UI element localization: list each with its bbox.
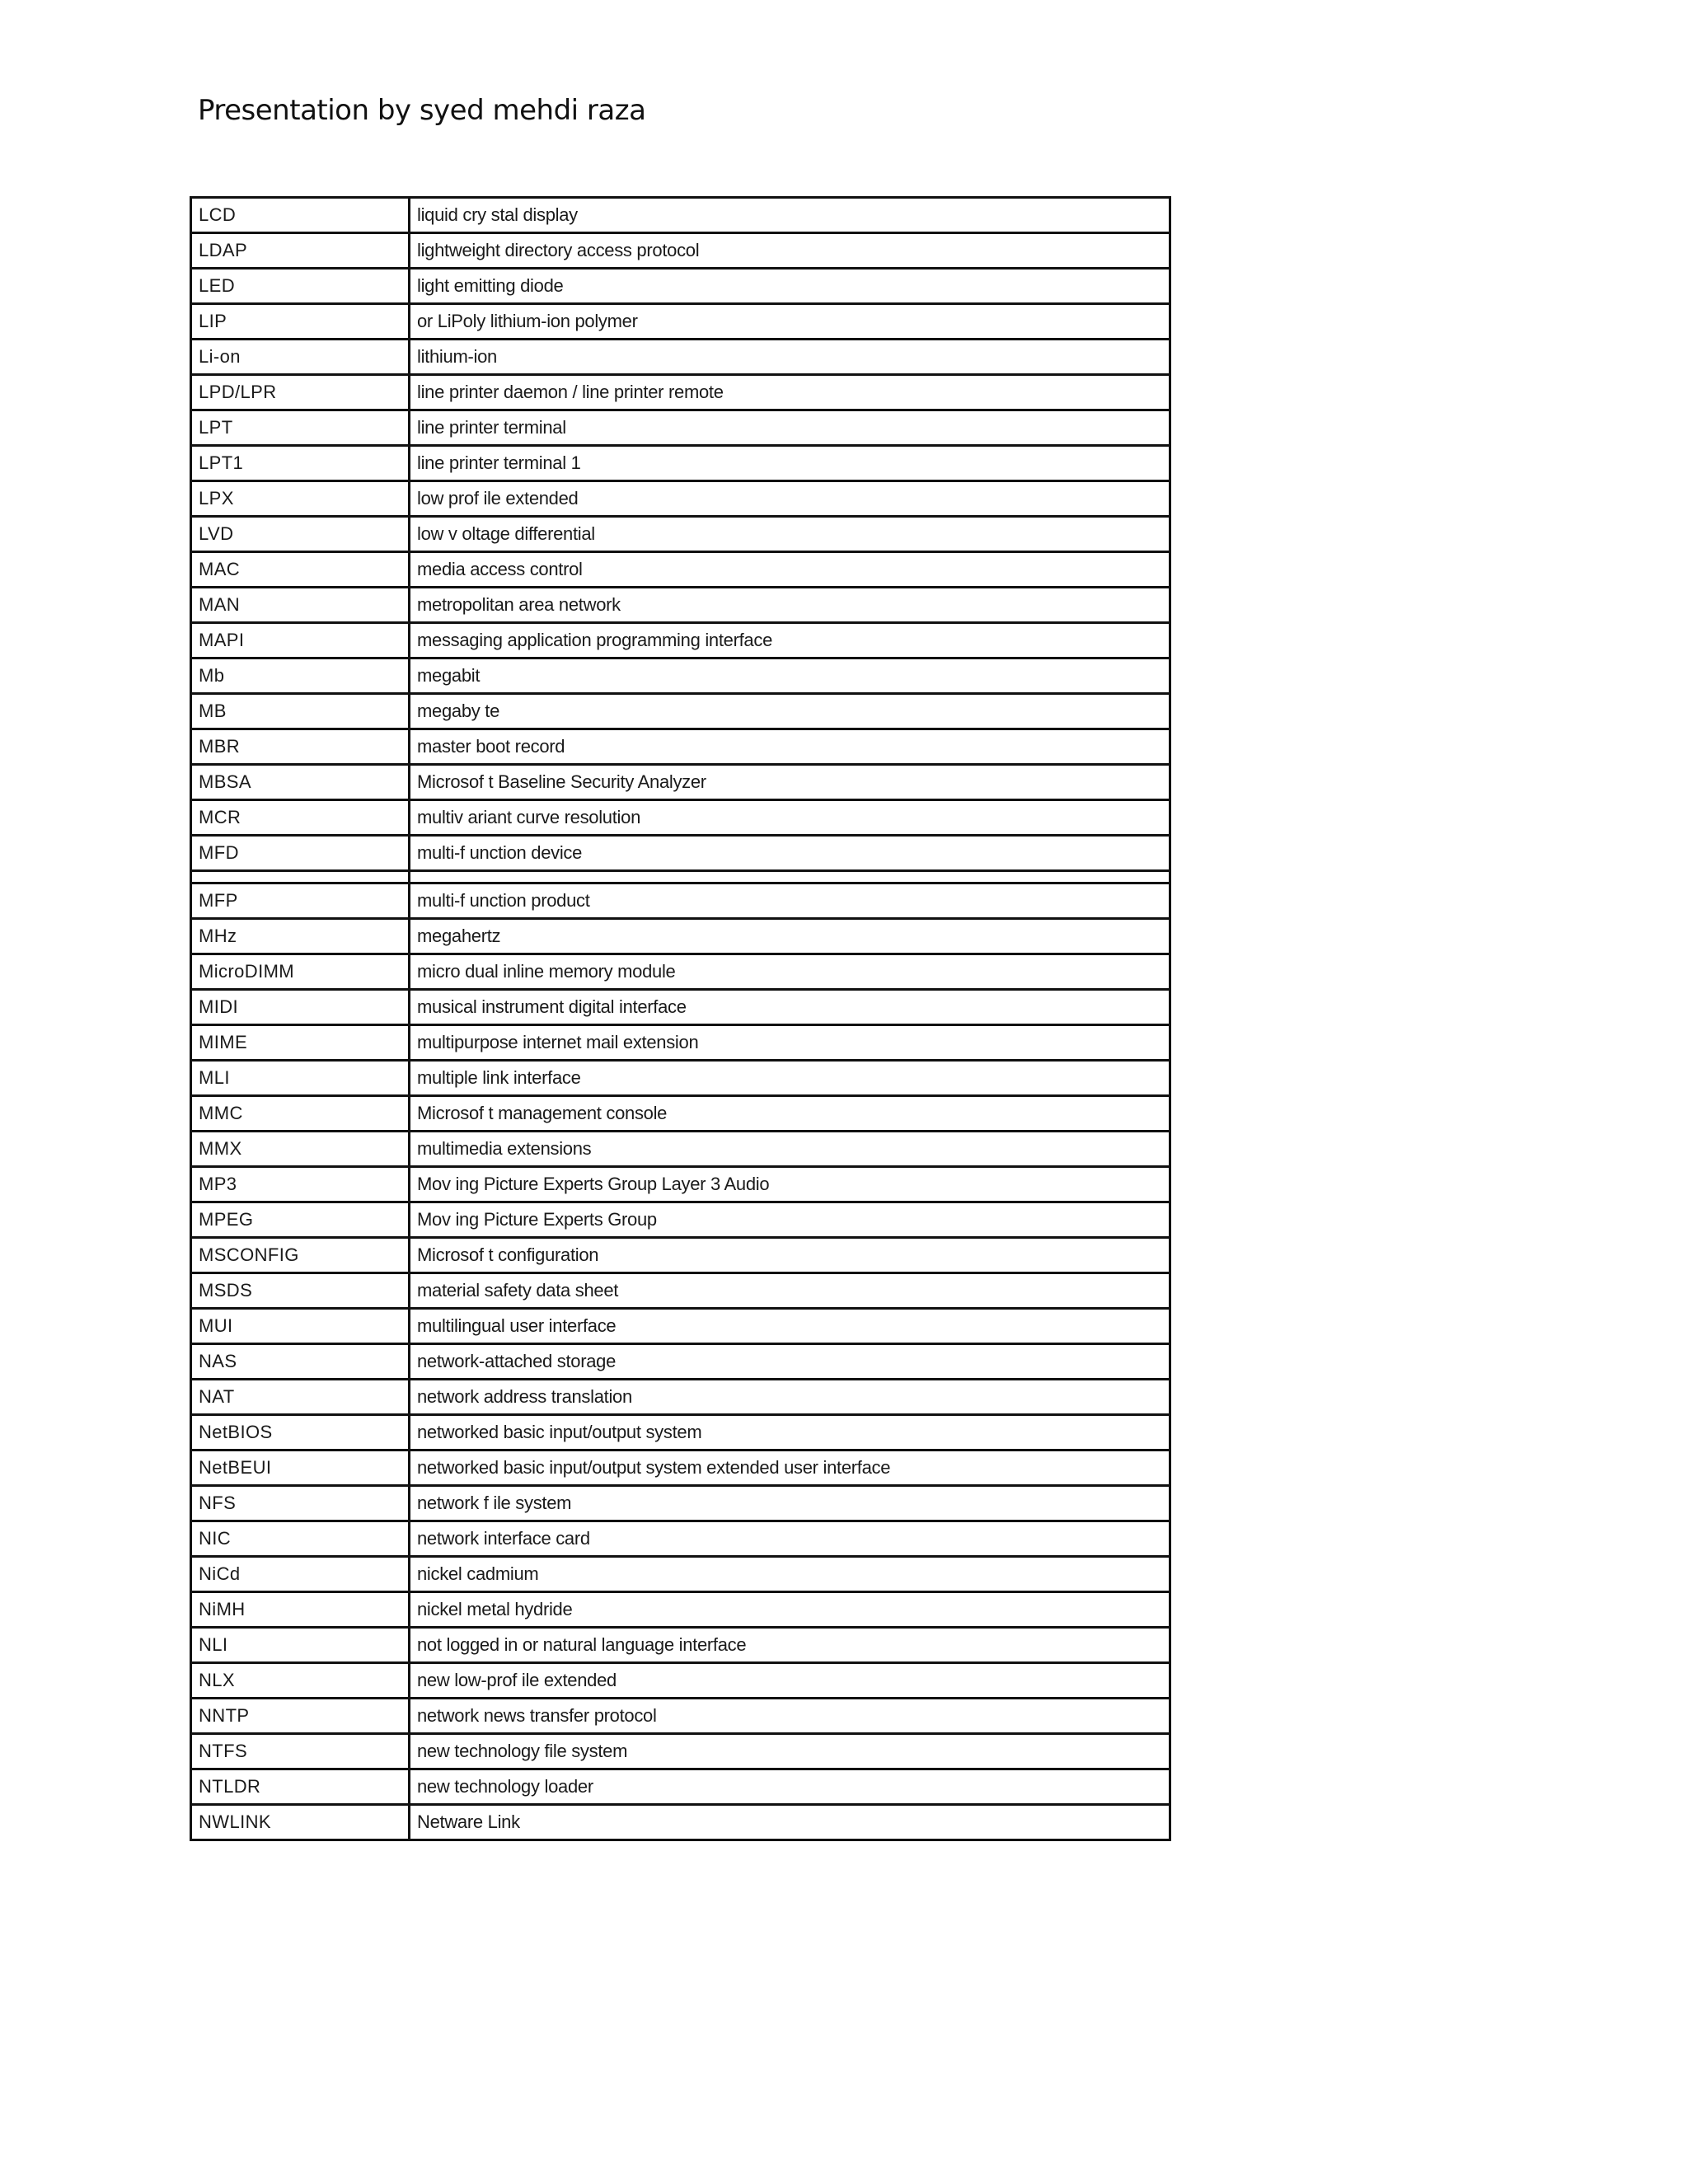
meaning-cell: master boot record — [410, 729, 1170, 765]
meaning-cell: network address translation — [410, 1380, 1170, 1415]
table-row — [191, 1344, 1170, 1380]
abbreviation-cell: NWLINK — [191, 1805, 410, 1840]
abbreviation-cell: MicroDIMM — [191, 954, 410, 990]
meaning-cell: network news transfer protocol — [410, 1699, 1170, 1734]
abbreviation-cell: MAPI — [191, 623, 410, 658]
meaning-cell: multiple link interface — [410, 1061, 1170, 1096]
table-row — [191, 588, 1170, 623]
abbreviation-cell: MMC — [191, 1096, 410, 1132]
meaning-cell: Netware Link — [410, 1805, 1170, 1840]
abbreviation-cell: MFD — [191, 836, 410, 871]
table-row — [191, 1521, 1170, 1557]
table-row — [191, 1167, 1170, 1202]
abbreviation-cell: MBSA — [191, 765, 410, 800]
abbreviation-cell: LED — [191, 269, 410, 304]
meaning-cell: megaby te — [410, 694, 1170, 729]
meaning-cell: network-attached storage — [410, 1344, 1170, 1380]
abbreviation-cell: MIME — [191, 1025, 410, 1061]
table-row — [191, 1061, 1170, 1096]
table-row — [191, 1805, 1170, 1840]
meaning-cell: light emitting diode — [410, 269, 1170, 304]
meaning-cell: line printer terminal 1 — [410, 446, 1170, 481]
abbreviation-cell: MSCONFIG — [191, 1238, 410, 1273]
meaning-cell: nickel metal hydride — [410, 1592, 1170, 1628]
meaning-cell: megabit — [410, 658, 1170, 694]
abbreviation-cell: NAS — [191, 1344, 410, 1380]
meaning-cell: nickel cadmium — [410, 1557, 1170, 1592]
meaning-cell: new technology file system — [410, 1734, 1170, 1769]
abbreviation-cell: MHz — [191, 919, 410, 954]
abbreviation-cell: MFP — [191, 883, 410, 919]
meaning-cell: network interface card — [410, 1521, 1170, 1557]
abbreviation-cell: LPT — [191, 410, 410, 446]
meaning-cell: messaging application programming interface — [410, 623, 1170, 658]
table-row — [191, 375, 1170, 410]
table-row — [191, 1592, 1170, 1628]
abbreviation-cell: MIDI — [191, 990, 410, 1025]
abbreviation-cell: MSDS — [191, 1273, 410, 1309]
table-row — [191, 198, 1170, 233]
abbreviation-cell: MPEG — [191, 1202, 410, 1238]
table-row — [191, 765, 1170, 800]
table-row — [191, 1734, 1170, 1769]
table-row — [191, 883, 1170, 919]
meaning-cell: Mov ing Picture Experts Group — [410, 1202, 1170, 1238]
table-row — [191, 800, 1170, 836]
table-row — [191, 269, 1170, 304]
abbreviation-cell: NetBEUI — [191, 1451, 410, 1486]
table-row — [191, 233, 1170, 269]
meaning-cell: Microsof t configuration — [410, 1238, 1170, 1273]
table-row — [191, 410, 1170, 446]
table-row — [191, 1309, 1170, 1344]
table-spacer-row — [191, 871, 1170, 883]
abbreviation-cell: MUI — [191, 1309, 410, 1344]
table-row — [191, 658, 1170, 694]
table-row — [191, 1132, 1170, 1167]
meaning-cell: new low-prof ile extended — [410, 1663, 1170, 1699]
abbreviation-cell: NIC — [191, 1521, 410, 1557]
abbreviation-cell: NetBIOS — [191, 1415, 410, 1451]
abbreviation-cell: NLX — [191, 1663, 410, 1699]
table-row — [191, 1769, 1170, 1805]
acronym-table — [190, 196, 1171, 1841]
table-row — [191, 1415, 1170, 1451]
table-row — [191, 836, 1170, 871]
meaning-cell: Mov ing Picture Experts Group Layer 3 Audio — [410, 1167, 1170, 1202]
abbreviation-cell: LDAP — [191, 233, 410, 269]
abbreviation-cell: NLI — [191, 1628, 410, 1663]
meaning-cell: multi-f unction product — [410, 883, 1170, 919]
abbreviation-cell: NAT — [191, 1380, 410, 1415]
meaning-cell: musical instrument digital interface — [410, 990, 1170, 1025]
abbreviation-cell: NNTP — [191, 1699, 410, 1734]
table-row — [191, 1380, 1170, 1415]
meaning-cell: not logged in or natural language interface — [410, 1628, 1170, 1663]
table-row — [191, 340, 1170, 375]
meaning-cell: media access control — [410, 552, 1170, 588]
meaning-cell: multilingual user interface — [410, 1309, 1170, 1344]
table-row — [191, 1273, 1170, 1309]
table-row — [191, 1663, 1170, 1699]
table-row — [191, 1451, 1170, 1486]
abbreviation-cell: LVD — [191, 517, 410, 552]
table-row — [191, 729, 1170, 765]
meaning-cell: multipurpose internet mail extension — [410, 1025, 1170, 1061]
table-row — [191, 954, 1170, 990]
meaning-cell: material safety data sheet — [410, 1273, 1170, 1309]
table-row — [191, 1238, 1170, 1273]
abbreviation-cell: NFS — [191, 1486, 410, 1521]
meaning-cell: Microsof t management console — [410, 1096, 1170, 1132]
meaning-cell: Microsof t Baseline Security Analyzer — [410, 765, 1170, 800]
meaning-cell: network f ile system — [410, 1486, 1170, 1521]
meaning-cell: networked basic input/output system — [410, 1415, 1170, 1451]
abbreviation-cell: Li-on — [191, 340, 410, 375]
abbreviation-cell: LCD — [191, 198, 410, 233]
meaning-cell: liquid cry stal display — [410, 198, 1170, 233]
acronym-table-container — [190, 196, 1169, 1841]
table-row — [191, 1096, 1170, 1132]
table-row — [191, 481, 1170, 517]
table-row — [191, 1699, 1170, 1734]
abbreviation-cell: MMX — [191, 1132, 410, 1167]
abbreviation-cell: Mb — [191, 658, 410, 694]
abbreviation-cell: MP3 — [191, 1167, 410, 1202]
abbreviation-cell: NTFS — [191, 1734, 410, 1769]
table-row — [191, 1202, 1170, 1238]
table-row — [191, 919, 1170, 954]
meaning-cell: metropolitan area network — [410, 588, 1170, 623]
abbreviation-cell: NTLDR — [191, 1769, 410, 1805]
page-title: Presentation by syed mehdi raza — [198, 94, 646, 127]
meaning-cell: lithium-ion — [410, 340, 1170, 375]
meaning-cell: multimedia extensions — [410, 1132, 1170, 1167]
table-row — [191, 990, 1170, 1025]
meaning-cell: low prof ile extended — [410, 481, 1170, 517]
meaning-cell: low v oltage differential — [410, 517, 1170, 552]
abbreviation-cell: LPT1 — [191, 446, 410, 481]
meaning-cell: lightweight directory access protocol — [410, 233, 1170, 269]
meaning-cell: new technology loader — [410, 1769, 1170, 1805]
table-row — [191, 1486, 1170, 1521]
acronym-table-body — [191, 198, 1170, 1840]
table-row — [191, 623, 1170, 658]
meaning-cell — [410, 871, 1170, 883]
abbreviation-cell: LPD/LPR — [191, 375, 410, 410]
table-row — [191, 1557, 1170, 1592]
abbreviation-cell: MB — [191, 694, 410, 729]
abbreviation-cell: MBR — [191, 729, 410, 765]
abbreviation-cell: LIP — [191, 304, 410, 340]
meaning-cell: or LiPoly lithium-ion polymer — [410, 304, 1170, 340]
abbreviation-cell: NiCd — [191, 1557, 410, 1592]
table-row — [191, 694, 1170, 729]
table-row — [191, 304, 1170, 340]
table-row — [191, 517, 1170, 552]
meaning-cell: multi-f unction device — [410, 836, 1170, 871]
table-row — [191, 1025, 1170, 1061]
table-row — [191, 552, 1170, 588]
abbreviation-cell: MCR — [191, 800, 410, 836]
meaning-cell: megahertz — [410, 919, 1170, 954]
meaning-cell: line printer daemon / line printer remote — [410, 375, 1170, 410]
meaning-cell: networked basic input/output system extended user interface — [410, 1451, 1170, 1486]
abbreviation-cell: LPX — [191, 481, 410, 517]
abbreviation-cell: NiMH — [191, 1592, 410, 1628]
table-row — [191, 446, 1170, 481]
abbreviation-cell — [191, 871, 410, 883]
abbreviation-cell: MAC — [191, 552, 410, 588]
table-row — [191, 1628, 1170, 1663]
meaning-cell: line printer terminal — [410, 410, 1170, 446]
abbreviation-cell: MLI — [191, 1061, 410, 1096]
abbreviation-cell: MAN — [191, 588, 410, 623]
meaning-cell: multiv ariant curve resolution — [410, 800, 1170, 836]
meaning-cell: micro dual inline memory module — [410, 954, 1170, 990]
